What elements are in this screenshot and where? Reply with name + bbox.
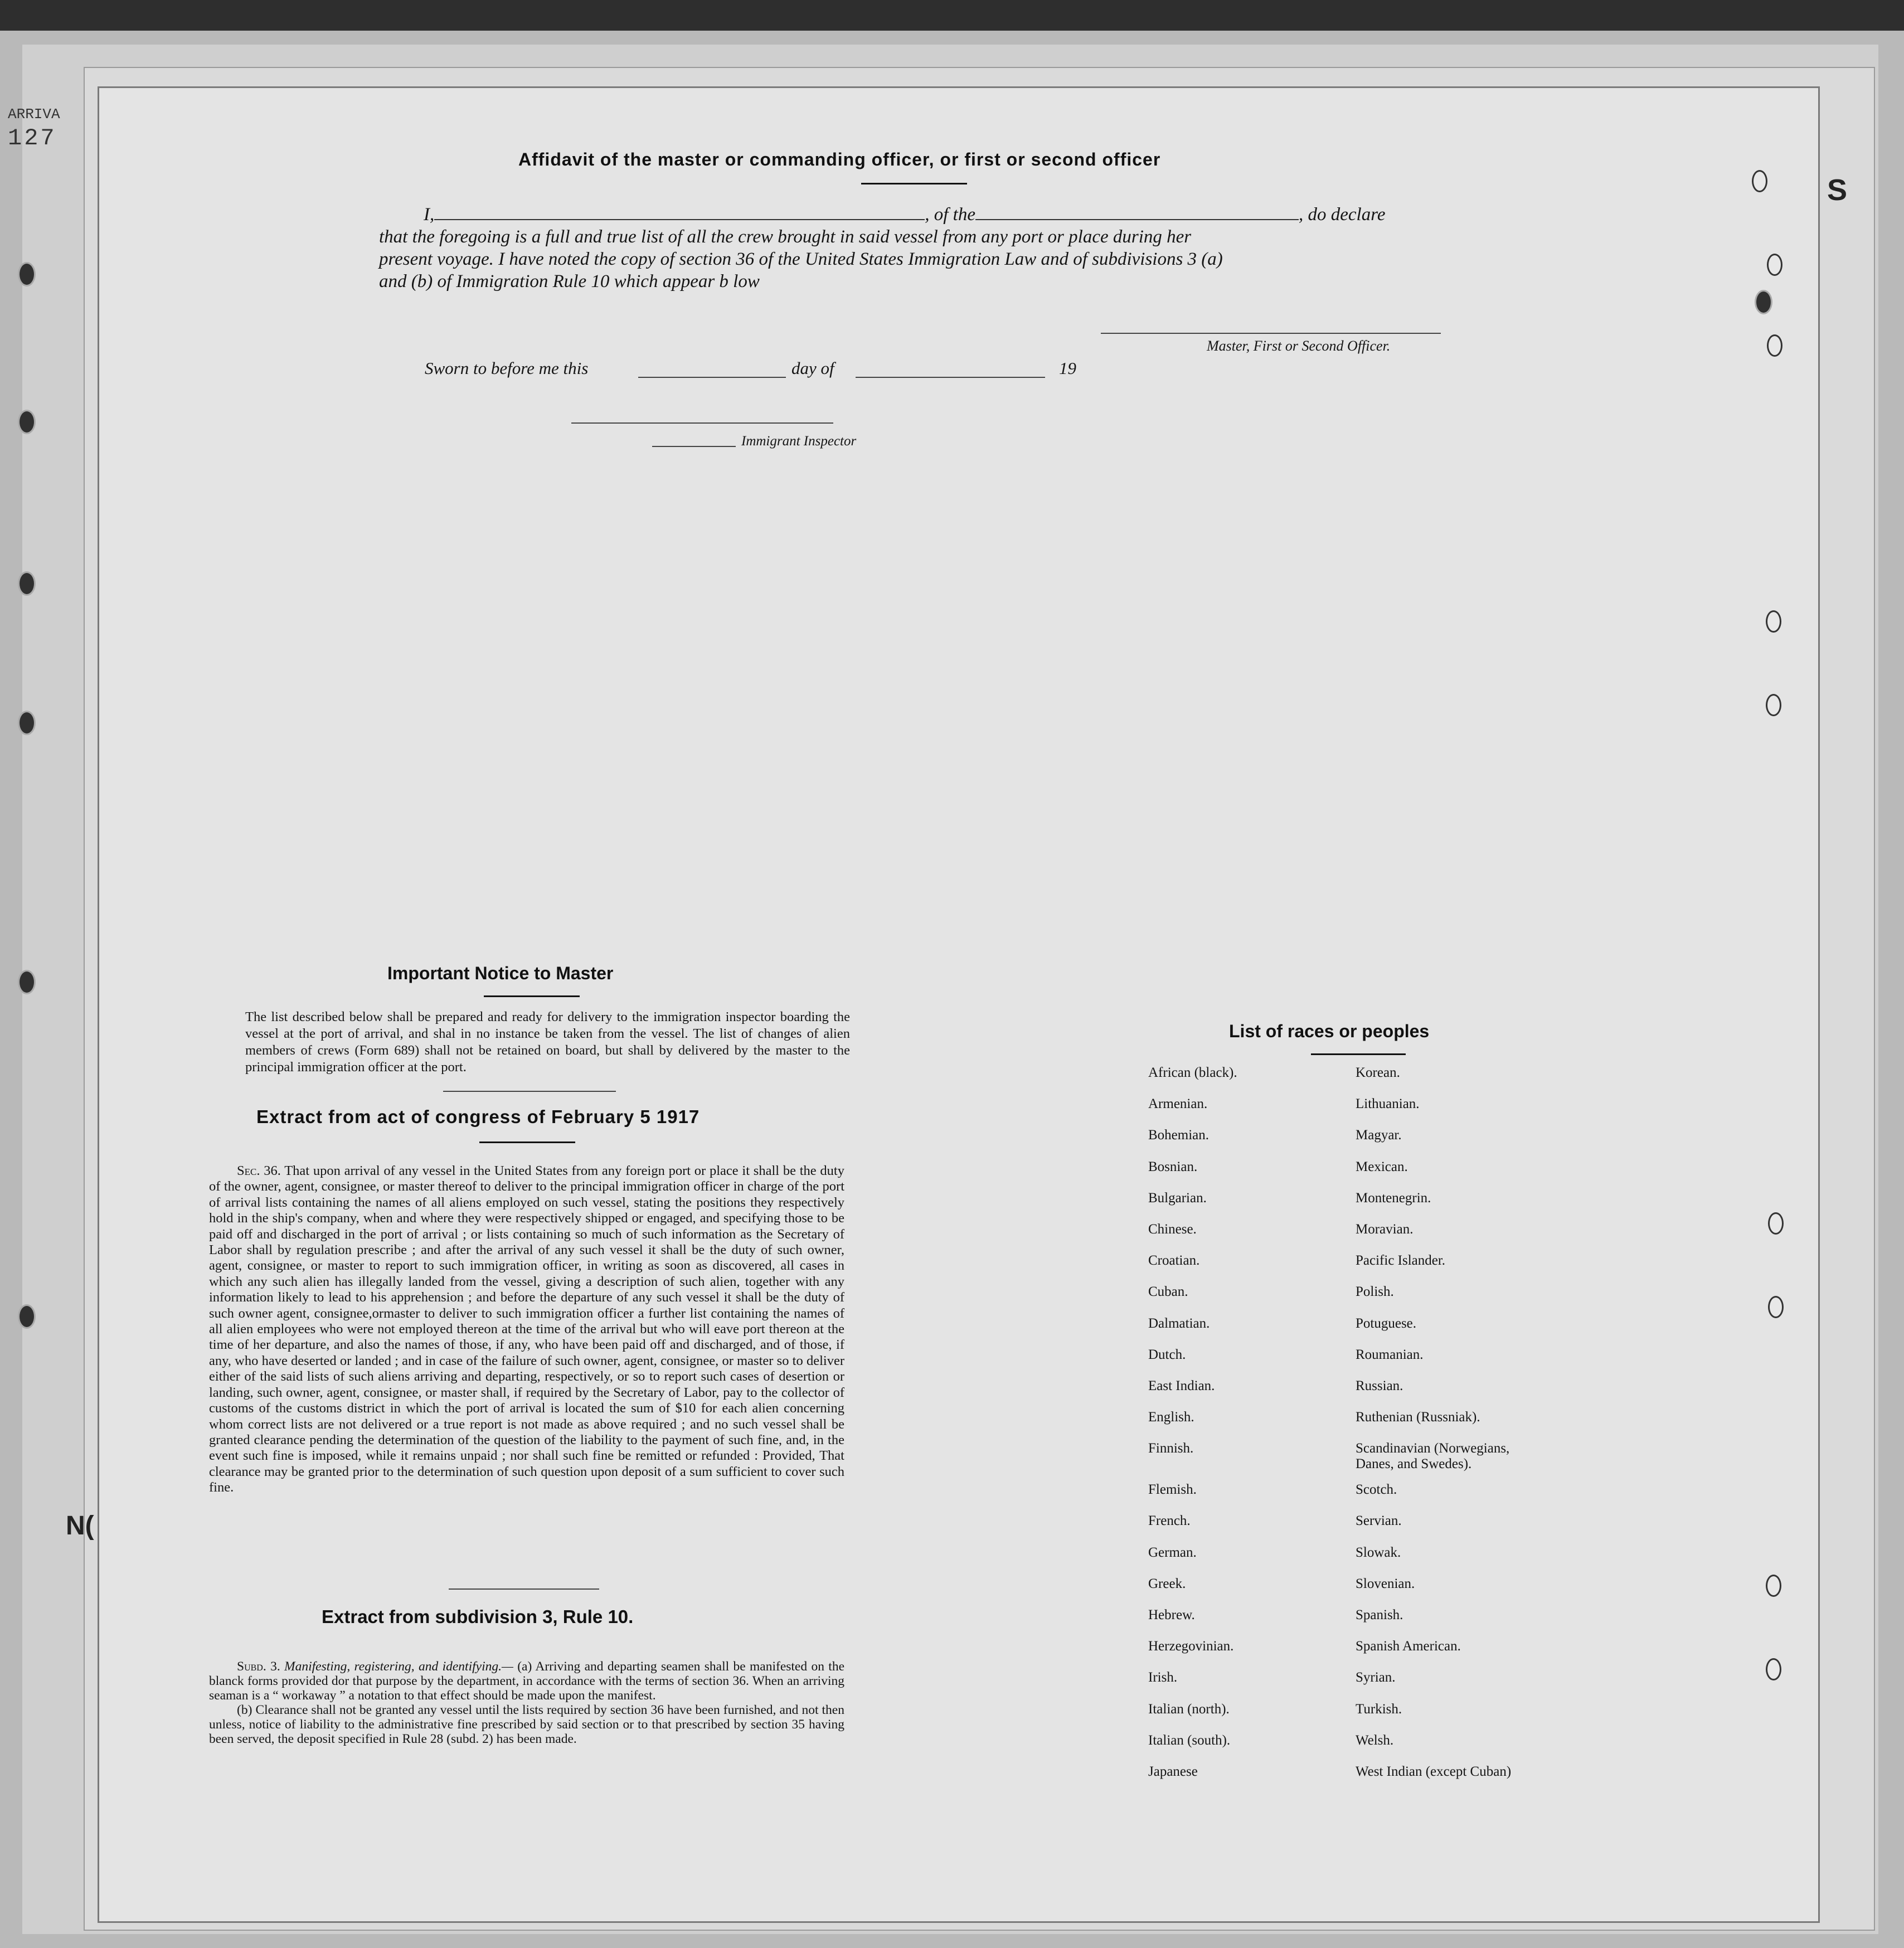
subd-3-para-b: (b) Clearance shall not be granted any vessel until the lists required by section 36 have been furnished, and not then unless, notice of liability to the administrative fine prescribed by said section or to that prescribed by section 35 having been served, the deposit specified in Rule 28 (subd. 2) has been made. [209, 1703, 844, 1746]
race-item: Italian (south). [1148, 1732, 1231, 1748]
race-item: Lithuanian. [1356, 1096, 1420, 1112]
race-item: Syrian. [1356, 1670, 1396, 1685]
punch-hole-icon [1766, 610, 1781, 633]
race-item: Mexican. [1356, 1159, 1408, 1174]
punch-hole-icon [1755, 290, 1772, 314]
punch-hole-icon [18, 711, 36, 735]
affidavit-of-the-label: , of the [925, 205, 975, 225]
race-item: Croatian. [1148, 1253, 1200, 1269]
extract-act-title: Extract from act of congress of February 5 1917 [256, 1106, 700, 1127]
sworn-day-field[interactable] [638, 377, 786, 378]
race-item: Ruthenian (Russniak). [1356, 1410, 1480, 1425]
race-item: Dutch. [1148, 1347, 1186, 1362]
race-item: Dalmatian. [1148, 1315, 1210, 1331]
race-item: Polish. [1356, 1284, 1394, 1300]
master-signature-label: Master, First or Second Officer. [1207, 338, 1391, 354]
affidavit-line-3: present voyage. I have noted the copy of section 36 of the United States Immigration Law and of subdivisions 3 (a) [379, 249, 1223, 269]
race-item: Bulgarian. [1148, 1190, 1207, 1206]
subd-3-para-a: (a) Arriving and departing seamen shall be manifested on the blanck forms provided dor that purpose by the department, in accordance with the terms of section 36. When an arriving seaman is a “ workaway ” a notation to that effect should be made upon the manifest. [209, 1659, 845, 1703]
punch-hole-icon [18, 571, 36, 596]
race-item: Roumanian. [1356, 1347, 1424, 1362]
punch-hole-icon [18, 1304, 36, 1329]
notice-text: The list described below shall be prepared and ready for delivery to the immigration inspector boarding the vessel at the port of arrival, and shal in no instance be taken from the vessel. The list of changes of alien members of crews (Form 689) shall not be retained on board, but shall by delivered by the master to the principal immigration officer at the port. [245, 1009, 850, 1075]
extract-act-text [209, 1163, 844, 1496]
subd-3-label: Subd. 3. [237, 1659, 280, 1674]
sworn-label: Sworn to before me this [425, 358, 589, 378]
punch-hole-icon [1767, 334, 1782, 357]
race-item: Irish. [1148, 1670, 1178, 1685]
race-item: French. [1148, 1513, 1191, 1529]
race-item: Montenegrin. [1356, 1190, 1431, 1206]
race-item: Bohemian. [1148, 1128, 1210, 1143]
race-item: Scotch. [1356, 1482, 1397, 1498]
extract-rule-text [209, 1659, 844, 1746]
affidavit-title-rule [861, 183, 967, 184]
affidavit-line-1 [379, 203, 1444, 226]
affidavit-title: Affidavit of the master or commanding officer, or first or second officer [518, 149, 1161, 169]
race-item: Servian. [1356, 1513, 1402, 1529]
race-item: Slovenian. [1356, 1576, 1415, 1591]
affidavit-body [379, 203, 1444, 293]
affidavit-declare-label: , do declare [1298, 205, 1386, 225]
race-item: Japanese [1148, 1764, 1198, 1779]
punch-hole-icon [1752, 170, 1767, 192]
race-item: Potuguese. [1356, 1315, 1417, 1331]
races-title-rule [1311, 1053, 1406, 1055]
race-item: Bosnian. [1148, 1159, 1198, 1174]
race-item: English. [1148, 1410, 1194, 1425]
race-item: West Indian (except Cuban) [1356, 1764, 1512, 1779]
races-title: List of races or peoples [1229, 1021, 1430, 1041]
race-item: Pacific Islander. [1356, 1253, 1446, 1269]
sec-36-label: Sec. 36. [237, 1163, 281, 1178]
punch-hole-icon [18, 970, 36, 994]
race-item: Scandinavian (Norwegians, Danes, and Swedes). [1356, 1441, 1510, 1472]
race-item: Herzegovinian. [1148, 1639, 1234, 1654]
race-item: Cuban. [1148, 1284, 1188, 1300]
edge-letters-left: N( [66, 1511, 94, 1541]
master-signature-line[interactable] [1101, 333, 1441, 334]
day-of-label: day of [791, 358, 834, 378]
vessel-name-field[interactable] [975, 207, 1299, 220]
race-item: Spanish American. [1356, 1639, 1461, 1654]
race-item: Greek. [1148, 1576, 1186, 1591]
race-item: Armenian. [1148, 1096, 1208, 1112]
race-item: Magyar. [1356, 1128, 1402, 1143]
punch-hole-icon [1768, 1296, 1784, 1318]
inspector-signature-line-short [652, 446, 736, 447]
punch-hole-icon [1768, 1212, 1784, 1235]
race-item: Slowak. [1356, 1544, 1401, 1560]
punch-hole-icon [1766, 1575, 1781, 1597]
edge-letter-right: S [1827, 173, 1848, 207]
arrival-stamp-number: 127 [8, 125, 57, 152]
year-prefix-label: 19 [1059, 358, 1076, 378]
subd-3-heading: Manifesting, registering, and identifying.— [284, 1659, 513, 1674]
punch-hole-icon [18, 262, 36, 286]
races-column-1 [1148, 1057, 1237, 1787]
manifest-page [98, 86, 1820, 1923]
race-item: Spanish. [1356, 1607, 1403, 1622]
race-item: Moravian. [1356, 1221, 1414, 1237]
race-item: Italian (north). [1148, 1701, 1230, 1717]
punch-hole-icon [18, 410, 36, 434]
extract-act-divider [449, 1588, 599, 1590]
arrival-stamp [8, 106, 86, 152]
extract-act-title-rule [479, 1141, 575, 1143]
punch-hole-icon [1767, 254, 1782, 276]
notice-divider [443, 1091, 616, 1092]
race-item: Turkish. [1356, 1701, 1402, 1717]
sworn-month-field[interactable] [856, 377, 1045, 378]
race-item: African (black). [1148, 1065, 1237, 1080]
notice-title: Important Notice to Master [387, 963, 614, 983]
races-column-2 [1356, 1057, 1517, 1787]
race-item: Chinese. [1148, 1221, 1197, 1237]
race-item: Flemish. [1148, 1482, 1197, 1498]
notice-title-rule [484, 995, 580, 997]
punch-hole-icon [1766, 1658, 1781, 1680]
race-item: Russian. [1356, 1378, 1403, 1393]
affidavit-i-label: I, [424, 205, 435, 225]
race-item: Hebrew. [1148, 1607, 1195, 1622]
master-name-field[interactable] [434, 207, 925, 220]
affidavit-line-2: that the foregoing is a full and true list of all the crew brought in said vessel from any port or place during her [379, 227, 1192, 247]
extract-rule-title: Extract from subdivision 3, Rule 10. [322, 1606, 634, 1627]
inspector-signature-line[interactable] [571, 422, 833, 424]
race-item: German. [1148, 1544, 1197, 1560]
arrival-stamp-label: ARRIVA [8, 106, 60, 123]
race-item: Welsh. [1356, 1732, 1394, 1748]
affidavit-line-4: and (b) of Immigration Rule 10 which appear b low [379, 271, 760, 292]
sec-36-text: That upon arrival of any vessel in the United States from any foreign port or place it shall be the duty of the owner, agent, consignee, or master thereof to deliver to the principal immigration officer in charge of the port of arrival lists containing the names of all aliens employed on such vessel, stating the positions they respectively hold in the ship's company, when and where they were respectively shipped or engaged, and specifying those to be paid off and discharged in the port of arrival ; or lists containing so much of such information as the Secretary of Labor shall by regulation prescribe ; and after the arrival of any such vessel it shall be the duty of such owner, agent, consignee, or master to report to such immigration officer, in writing as soon as discovered, all cases in which any such alien has illegally landed from the vessel, giving a description of such alien, together with any information likely to lead to his apprehension ; and before the departure of any such vessel it shall be the duty of such owner agent, consignee,ormaster to deliver to such immigration officer a further list containing the names of all alien employees who were not employed thereon at the time of the arrival but who will eave port thereon at the time of her departure, and also the names of those, if any, who have been paid off and discharged, and of those, if any, who have deserted or landed ; and in case of the failure of such owner, agent, consignee, or master so to deliver either of the said lists of such aliens arriving and departing, respectively, or so to report such cases of desertion or landing, such owner, agent, consignee, or master shall, if required by the Secretary of Labor, pay to the collector of customs of the customs district in which the port of arrival is located the sum of $10 for each alien concerning whom correct lists are not delivered or a true report is not made as above required ; and no such vessel shall be granted clearance pending the determination of the question of the liability to the payment of such fine, and, in the event such fine is imposed, while it remains unpaid ; nor shall such fine be remitted or refunded : Provided, That clearance may be granted prior to the determination of such question upon deposit of a sum sufficient to cover such fine. [209, 1163, 844, 1495]
race-item: East Indian. [1148, 1378, 1215, 1393]
inspector-label: Immigrant Inspector [741, 434, 857, 449]
race-item: Korean. [1356, 1065, 1400, 1080]
race-item: Finnish. [1148, 1441, 1194, 1456]
punch-hole-icon [1766, 694, 1781, 716]
